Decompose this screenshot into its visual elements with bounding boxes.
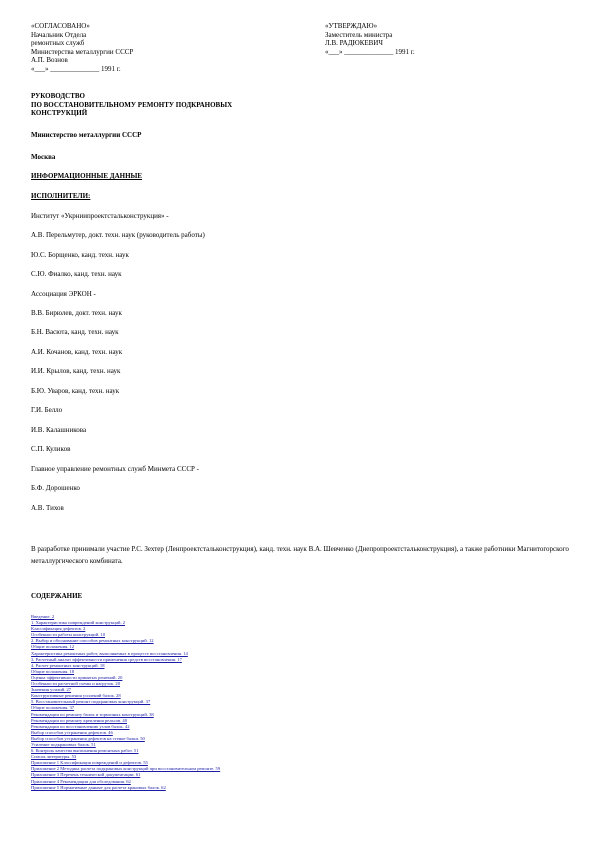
approval-right-line: «УТВЕРЖДАЮ»: [325, 22, 378, 30]
toc-link[interactable]: Классификация дефектов. 2: [31, 626, 86, 632]
toc-link[interactable]: Конструктивные решения усилений балок. 28: [31, 693, 121, 699]
toc-link[interactable]: Приложение 1 Классификация повреждений и дефектов. 55: [31, 760, 148, 766]
approval-right: [325, 22, 415, 56]
title-line: ПО ВОССТАНОВИТЕЛЬНОМУ РЕМОНТУ ПОДКРАНОВЫХ: [31, 100, 233, 109]
executor-line: А.В. Перельмутер, докт. техн. наук (руководитель работы): [31, 231, 205, 239]
info-heading: ИНФОРМАЦИОННЫЕ ДАННЫЕ: [31, 172, 143, 180]
executor-line: В.В. Бирюлев, докт. техн. наук: [31, 309, 122, 317]
toc-link[interactable]: Общие положения. 12: [31, 644, 75, 650]
executor-line: И.И. Крылов, канд. техн. наук: [31, 367, 121, 375]
executors-heading: ИСПОЛНИТЕЛИ:: [31, 192, 91, 200]
title-line: РУКОВОДСТВО: [31, 92, 86, 100]
executor-line: Институт «Укрниипроектстальконструкция» -: [31, 212, 169, 220]
toc-link[interactable]: Приложение 4 Рекомендации для обследования. 62: [31, 778, 131, 784]
ministry-name: Министерство металлургии СССР: [31, 131, 142, 139]
approval-right-line: «___» ______________ 1991 г.: [325, 47, 415, 56]
toc-link[interactable]: 4. Расчет ремонтных конструкций. 18: [31, 662, 105, 668]
approval-right-line: Заместитель министра: [325, 30, 393, 39]
toc-link[interactable]: Особенности расчетной схемы и нагрузок. 20: [31, 681, 121, 687]
executor-line: Б.Ф. Дорошенко: [31, 484, 80, 492]
contents-heading: СОДЕРЖАНИЕ: [31, 592, 83, 600]
toc-link[interactable]: Общие положения. 37: [31, 705, 75, 711]
toc-link[interactable]: Значения усилий. 27: [31, 687, 72, 693]
executor-line: А.И. Кочанов, канд. техн. наук: [31, 348, 123, 356]
toc-link[interactable]: Общие положения. 18: [31, 668, 75, 674]
approval-left-line: ремонтных служб: [31, 39, 85, 48]
toc-link[interactable]: Рекомендации по ремонту крепления рельсов. 40: [31, 717, 127, 723]
approval-right-line: Л.В. РАДЮКЕВИЧ: [325, 39, 383, 48]
toc-link[interactable]: 1. Характеристика повреждений конструкций. 2: [31, 620, 126, 626]
toc-link[interactable]: Приложение 3 Перечень технической документации. 61: [31, 772, 141, 778]
executor-line: С.П. Куликов: [31, 445, 71, 453]
approval-left-line: «___» ______________ 1991 г.: [31, 64, 121, 73]
toc-link[interactable]: Приложение 2 Методика расчета подкрановых конструкций при восстановительном ремонте. 59: [31, 766, 221, 772]
executor-line: Ю.С. Борщенко, канд. техн. наук: [31, 251, 129, 259]
toc-link[interactable]: 2. Выбор и обоснование способов ремонтных конструкций. 12: [31, 638, 154, 644]
table-of-contents: [31, 614, 591, 791]
toc-link[interactable]: 3. Расчетный анализ эффективности применения средств восстановления. 17: [31, 656, 182, 662]
toc-link[interactable]: Характеристика ремонтных работ, выполняемых в процессе восстановления. 14: [31, 650, 188, 656]
city: Москва: [31, 153, 56, 161]
toc-link[interactable]: 5. Восстановительный ремонт подкрановых конструкций. 37: [31, 699, 151, 705]
toc-link[interactable]: Приложение 5 Нормативные данные для расчета крановых балок. 62: [31, 784, 166, 790]
approval-left-line: «СОГЛАСОВАНО»: [31, 22, 90, 30]
toc-link[interactable]: Рекомендации по ремонту балок и тормозных конструкций. 38: [31, 711, 154, 717]
approval-left-line: Министерства металлургии СССР: [31, 47, 134, 56]
approval-left: [31, 22, 133, 74]
document-title: [31, 92, 232, 118]
participation-note: В разработке принимали участие Р.С. Зехтер (Ленпроектстальконструкция), канд. техн. наук В.А. Шевченко (Днепропроектстальконструкция), а также работники Магнитогорского металлургического комбината.: [31, 545, 569, 565]
executor-line: Б.Ю. Уваров, канд. техн. наук: [31, 387, 120, 395]
approval-left-line: Начальник Отдела: [31, 30, 87, 39]
executor-line: Г.И. Белло: [31, 406, 63, 414]
executor-line: А.В. Тихов: [31, 504, 64, 512]
toc-link[interactable]: Оценка эффективности принятых решений. 20: [31, 674, 123, 680]
toc-link[interactable]: Выбор способов устранения дефектов на стенке балки. 50: [31, 735, 145, 741]
executor-line: Ассоциация ЭРКОН -: [31, 290, 96, 298]
executor-line: С.Ю. Фиалко, канд. техн. наук: [31, 270, 122, 278]
toc-link[interactable]: Список литературы. 53: [31, 754, 77, 760]
toc-link[interactable]: Усиление подкрановых балок. 51: [31, 741, 96, 747]
toc-link[interactable]: Рекомендации по восстановлению узлов балок. 42: [31, 723, 130, 729]
toc-link[interactable]: 6. Контроль качества выполнения ремонтных работ. 51: [31, 748, 139, 754]
title-line: КОНСТРУКЦИЙ: [31, 109, 88, 118]
executor-line: Главное управление ремонтных служб Минмета СССР -: [31, 465, 199, 473]
executor-line: И.В. Калашникова: [31, 426, 87, 434]
toc-link[interactable]: Введение. 2: [31, 614, 55, 619]
approval-left-line: А.П. Вознов: [31, 56, 68, 65]
executor-line: Б.Н. Васюта, канд. техн. наук: [31, 328, 119, 336]
toc-link[interactable]: Выбор способов устранения дефектов. 46: [31, 729, 113, 735]
toc-link[interactable]: Особенности работы конструкций. 10: [31, 632, 105, 638]
